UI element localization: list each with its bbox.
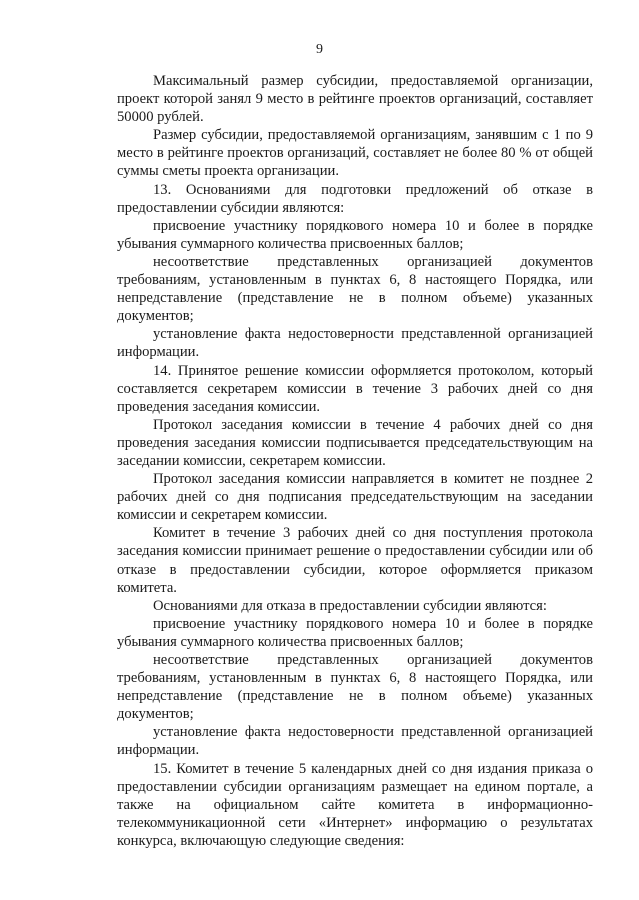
paragraph-refusal-item-falsity: установление факта недостоверности представленной организацией информации. [117,724,593,759]
document-body [117,72,593,850]
paragraph-refusal-item-rank: присвоение участнику порядкового номера 10 и более в порядке убывания суммарного количества присвоенных баллов; [117,615,593,650]
page-number: 9 [316,42,323,57]
paragraph-13-item-docs: несоответствие представленных организацией документов требованиям, установленным в пунктах 6, 8 настоящего Порядка, или непредставление (представление не в полном объеме) указанных документов; [117,253,593,325]
paragraph-committee-decision: Комитет в течение 3 рабочих дней со дня поступления протокола заседания комиссии принимает решение о предоставлении субсидии или об отказе в предоставлении субсидии, которое оформляется приказом комитета. [117,525,593,596]
paragraph-13-item-rank: присвоение участнику порядкового номера 10 и более в порядке убывания суммарного количества присвоенных баллов; [117,217,593,252]
paragraph-13-grounds: 13. Основаниями для подготовки предложений об отказе в предоставлении субсидии являются: [117,181,593,216]
paragraph-protocol-signing: Протокол заседания комиссии в течение 4 рабочих дней со дня проведения заседания комиссии подписывается председательствующим на заседании комиссии, секретарем комиссии. [117,416,593,469]
paragraph-protocol-sending: Протокол заседания комиссии направляется в комитет не позднее 2 рабочих дней со дня подписания председательствующим на заседании комиссии и секретарем комиссии. [117,471,593,524]
paragraph-13-item-falsity: установление факта недостоверности представленной организацией информации. [117,326,593,361]
paragraph-max-subsidy: Максимальный размер субсидии, предоставляемой организации, проект которой занял 9 место в рейтинге проектов организаций, составляет 50000 рублей. [117,73,593,126]
paragraph-refusal-grounds: Основаниями для отказа в предоставлении субсидии являются: [153,597,547,614]
paragraph-14-protocol: 14. Принятое решение комиссии оформляется протоколом, который составляется секретарем комиссии в течение 3 рабочих дней со дня проведения заседания комиссии. [117,362,593,415]
paragraph-subsidy-size: Размер субсидии, предоставляемой организациям, занявшим с 1 по 9 место в рейтинге проектов организаций, составляет не более 80 % от общей суммы сметы проекта организации. [117,127,593,180]
paragraph-refusal-item-docs: несоответствие представленных организацией документов требованиям, установленным в пунктах 6, 8 настоящего Порядка, или непредставление (представление не в полном объеме) указанных документов; [117,652,593,723]
paragraph-15-publication: 15. Комитет в течение 5 календарных дней со дня издания приказа о предоставлении субсидии организациям размещает на едином портале, а также на официальном сайте комитета в информационно-телекоммуникационной сети «Интернет» информацию о результатах конкурса, включающую следующие сведения: [117,760,593,849]
